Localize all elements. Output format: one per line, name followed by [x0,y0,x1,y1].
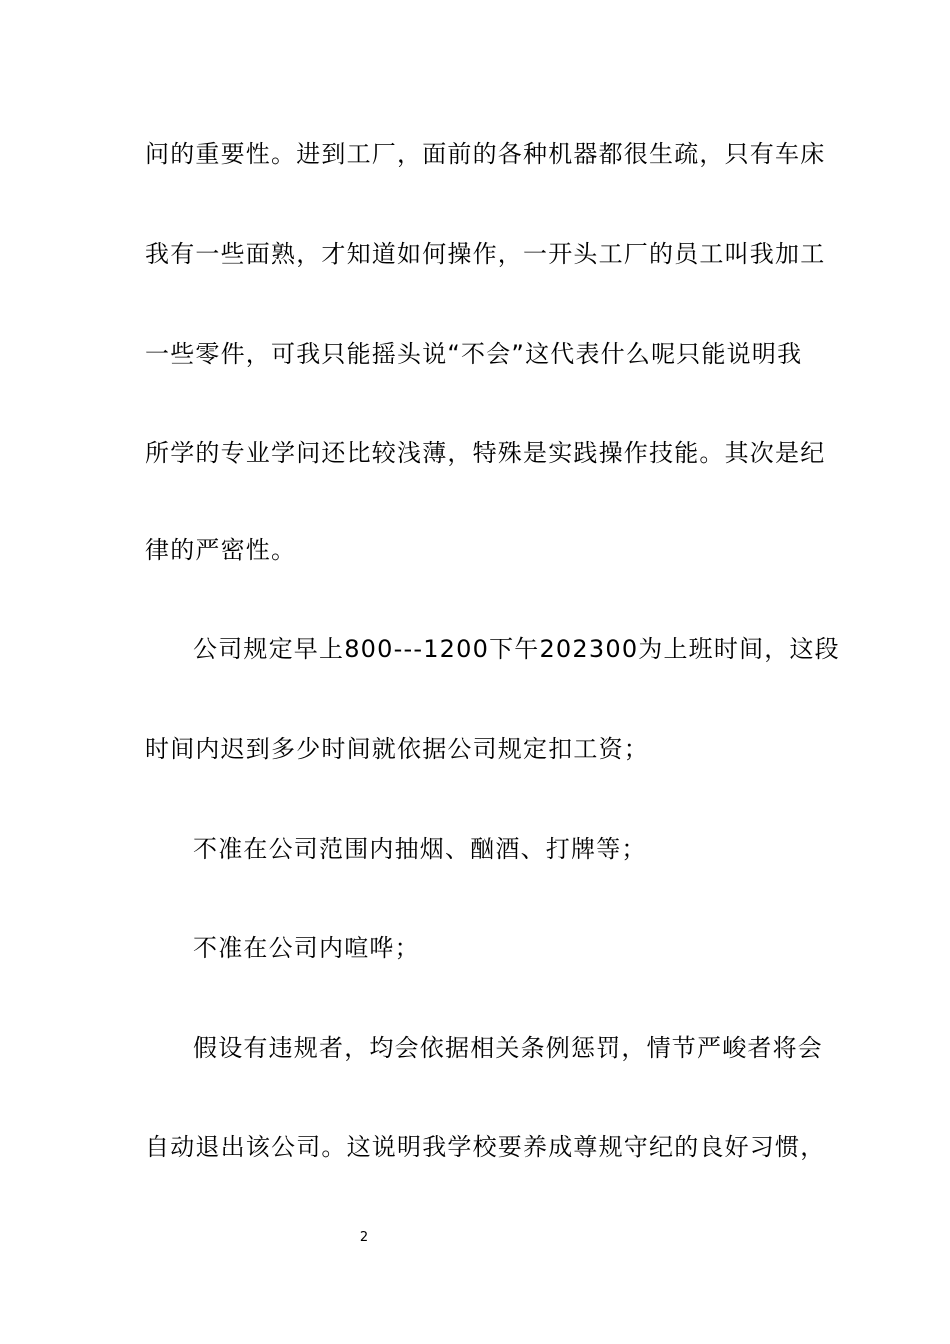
paragraph-line: 所学的专业学问还比较浅薄，特殊是实践操作技能。其次是纪 [145,439,826,467]
paragraph-line: 假设有违规者，均会依据相关条例惩罚，情节严峻者将会 [193,1034,823,1062]
paragraph-line: 一些零件，可我只能摇头说“不会”这代表什么呢只能说明我 [145,340,803,368]
paragraph-line: 自动退出该公司。这说明我学校要养成尊规守纪的良好习惯， [145,1133,826,1161]
paragraph-line: 我有一些面熟，才知道如何操作，一开头工厂的员工叫我加工 [145,240,826,268]
paragraph-line: 律的严密性。 [145,536,297,564]
paragraph-line: 公司规定早上800---1200下午202300为上班时间，这段 [193,635,840,663]
paragraph-line: 不准在公司范围内抽烟、酗酒、打牌等； [193,835,647,863]
page-number: 2 [359,1230,369,1245]
paragraph-line: 不准在公司内喧哗； [193,934,420,962]
paragraph-line: 问的重要性。进到工厂，面前的各种机器都很生疏，只有车床 [145,140,826,168]
paragraph-line: 时间内迟到多少时间就依据公司规定扣工资； [145,735,649,763]
